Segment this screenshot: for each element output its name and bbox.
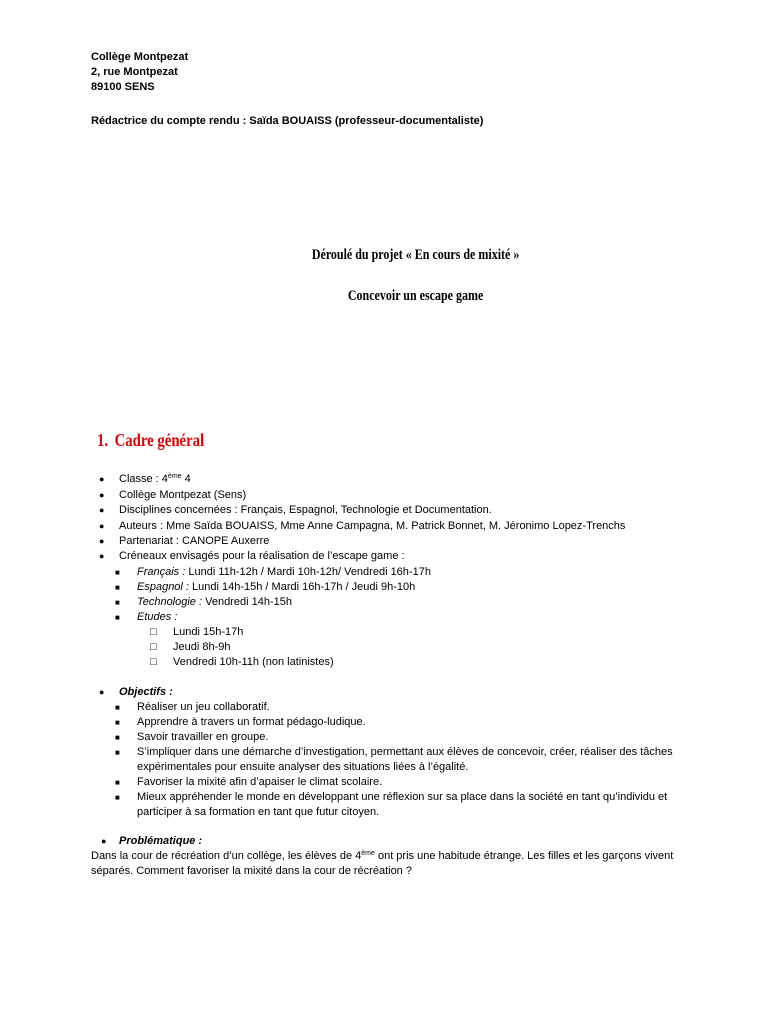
square-bullet-icon: ■: [115, 733, 120, 742]
square-bullet-icon: ■: [115, 583, 120, 592]
bullet-icon: ●: [101, 836, 107, 846]
square-bullet-icon: ■: [115, 718, 120, 727]
square-bullet-icon: ■: [115, 703, 120, 712]
section-title: Cadre général: [114, 430, 205, 450]
section-heading: [97, 430, 204, 451]
school-address: [91, 50, 188, 95]
school-city: 89100 SENS: [91, 81, 155, 93]
bullet-icon: ●: [99, 505, 105, 515]
square-bullet-icon: ■: [115, 748, 120, 757]
bullet-icon: ●: [99, 551, 105, 561]
bullet-icon: ●: [99, 687, 105, 697]
checkbox-bullet-icon: □: [150, 641, 157, 653]
checkbox-bullet-icon: □: [150, 656, 157, 668]
bullet-icon: ●: [99, 490, 105, 500]
checkbox-bullet-icon: □: [150, 626, 157, 638]
square-bullet-icon: ■: [115, 793, 120, 802]
square-bullet-icon: ■: [115, 778, 120, 787]
square-bullet-icon: ■: [115, 568, 120, 577]
section-number: 1.: [97, 430, 109, 450]
school-name: Collège Montpezat: [91, 51, 189, 63]
bullet-icon: ●: [99, 521, 105, 531]
problematique-paragraph: Dans la cour de récréation d’un collège, les élèves de 4ème ont pris une habitude étrange. Les filles et les garçons vivent séparés. Comment favoriser la mixité dans la cour de récréation ?: [91, 850, 674, 877]
document-subtitle: Concevoir un escape game: [347, 288, 484, 304]
bullet-icon: ●: [99, 474, 105, 484]
square-bullet-icon: ■: [115, 598, 120, 607]
school-street: 2, rue Montpezat: [91, 66, 178, 78]
bullet-icon: ●: [99, 536, 105, 546]
square-bullet-icon: ■: [115, 613, 120, 622]
document-title: Déroulé du projet « En cours de mixité »: [311, 247, 520, 263]
report-author: Rédactrice du compte rendu : Saïda BOUAISS (professeur-documentaliste): [91, 115, 484, 127]
